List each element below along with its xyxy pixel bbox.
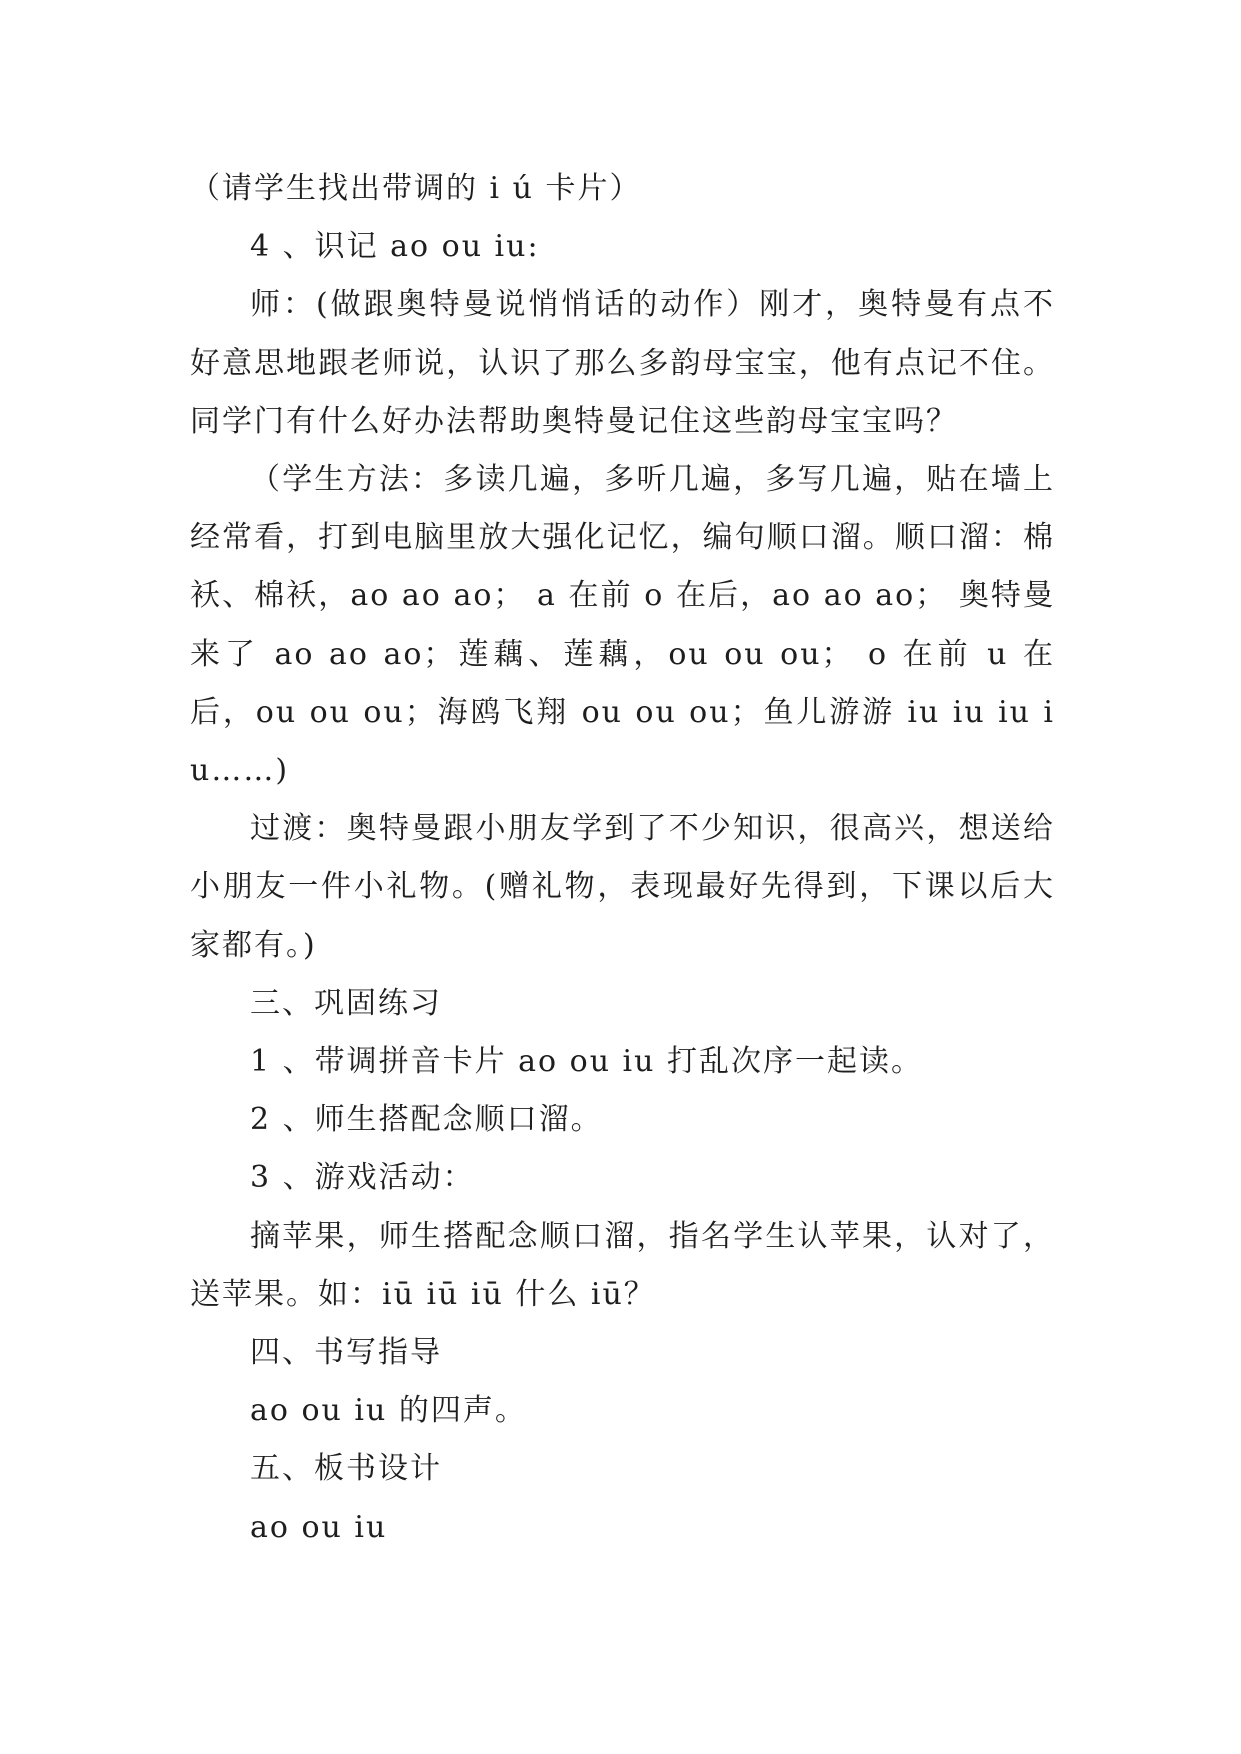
section-heading: 五、板书设计 <box>250 1451 442 1487</box>
document-body <box>190 160 1055 1557</box>
paragraph: 过渡：奥特曼跟小朋友学到了不少知识，很高兴，想送给小朋友一件小礼物。(赠礼物，表现最好先得到，下课以后大家都有。) <box>190 811 1055 963</box>
paragraph: 4 、识记 ao ou iu: <box>250 229 540 265</box>
paragraph: 师：(做跟奥特曼说悄悄话的动作）刚才，奥特曼有点不好意思地跟老师说，认识了那么多韵母宝宝，他有点记不住。同学门有什么好办法帮助奥特曼记住这些韵母宝宝吗？ <box>190 287 1055 439</box>
section-heading: 三、巩固练习 <box>250 985 442 1021</box>
paragraph: 1 、带调拼音卡片 ao ou iu 打乱次序一起读。 <box>250 1044 924 1080</box>
paragraph: 2 、师生搭配念顺口溜。 <box>250 1102 603 1138</box>
paragraph: ao ou iu <box>250 1509 388 1545</box>
paragraph: 摘苹果，师生搭配念顺口溜，指名学生认苹果，认对了，送苹果。如：iū iū iū 什么 iū？ <box>190 1218 1055 1312</box>
paragraph: ao ou iu 的四声。 <box>250 1393 527 1429</box>
paragraph: 3 、游戏活动： <box>250 1160 475 1196</box>
paragraph: （请学生找出带调的 i ú 卡片） <box>190 171 642 206</box>
paragraph: （学生方法：多读几遍，多听几遍，多写几遍，贴在墙上经常看，打到电脑里放大强化记忆，编句顺口溜。顺口溜：棉袄、棉袄，ao ao ao； a 在前 o 在后，ao ao ao； 奥特曼来了 ao ao ao；莲藕、莲藕，ou ou ou； o 在前 u 在后，ou ou ou；海鸥飞翔 ou ou ou；鱼儿游游 iu iu iu iu……) <box>190 462 1055 789</box>
section-heading: 四、书写指导 <box>250 1335 442 1371</box>
